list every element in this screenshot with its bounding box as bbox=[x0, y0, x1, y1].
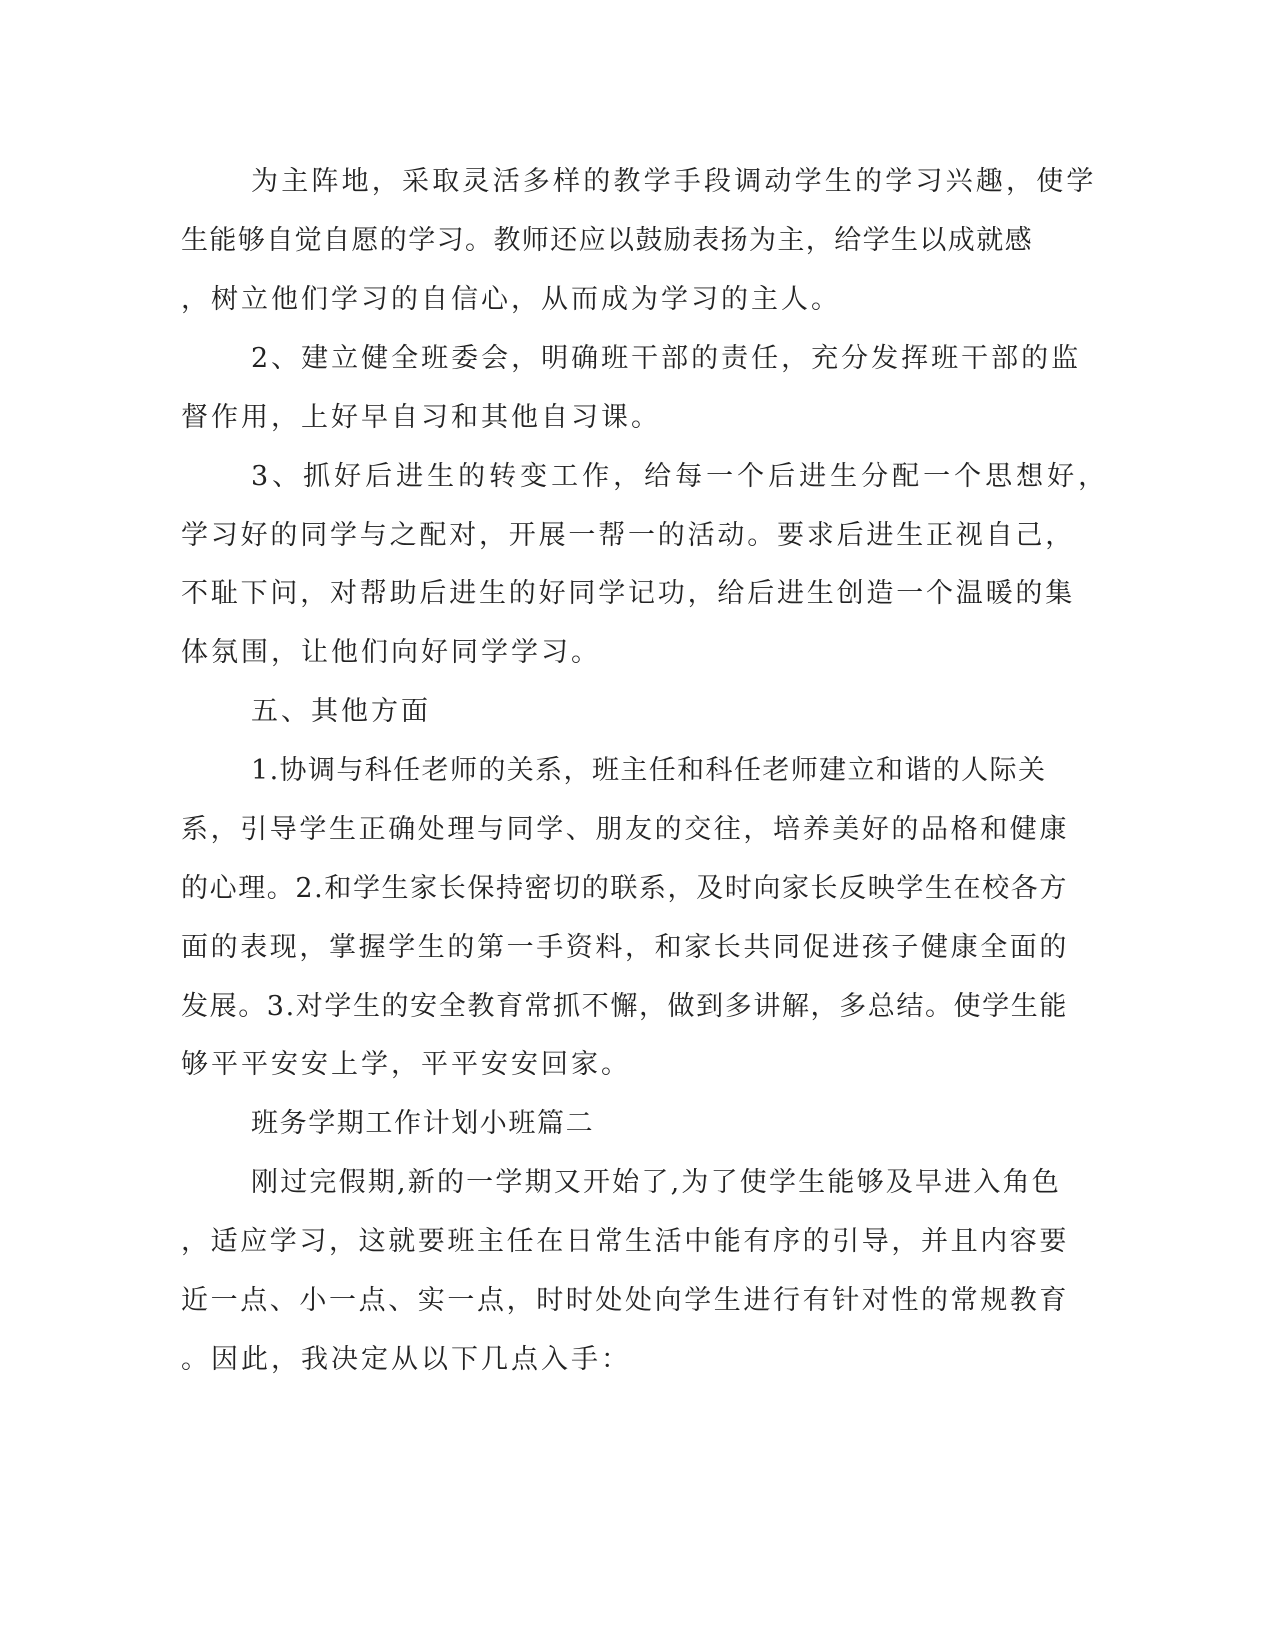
text-line: 2、建立健全班委会，明确班干部的责任，充分发挥班干部的监 bbox=[251, 343, 1082, 374]
text-line: 的心理。2.和学生家长保持密切的联系，及时向家长反映学生在校各方 bbox=[181, 873, 1068, 904]
text-line: 发展。3.对学生的安全教育常抓不懈，做到多讲解，多总结。使学生能 bbox=[181, 991, 1068, 1022]
text-line: 系，引导学生正确处理与同学、朋友的交往，培养美好的品格和健康 bbox=[181, 814, 1069, 845]
text-line: ，树立他们学习的自信心，从而成为学习的主人。 bbox=[181, 284, 841, 315]
text-line: 3、抓好后进生的转变工作，给每一个后进生分配一个思想好， bbox=[251, 461, 1110, 492]
section-heading: 五、其他方面 bbox=[251, 696, 431, 727]
text-line: 督作用，上好早自习和其他自习课。 bbox=[181, 402, 661, 433]
text-line: 学习好的同学与之配对，开展一帮一的活动。要求后进生正视自己， bbox=[181, 520, 1075, 551]
text-line: 为主阵地，采取灵活多样的教学手段调动学生的学习兴趣，使学 bbox=[251, 166, 1097, 197]
text-line: 1.协调与科任老师的关系，班主任和科任老师建立和谐的人际关 bbox=[251, 755, 1047, 786]
text-line: 。因此，我决定从以下几点入手： bbox=[181, 1344, 631, 1375]
text-line: ，适应学习，这就要班主任在日常生活中能有序的引导，并且内容要 bbox=[181, 1226, 1069, 1257]
text-line: 不耻下问，对帮助后进生的好同学记功，给后进生创造一个温暖的集 bbox=[181, 578, 1075, 609]
section-heading: 班务学期工作计划小班篇二 bbox=[251, 1108, 595, 1139]
text-line: 够平平安安上学，平平安安回家。 bbox=[181, 1049, 631, 1080]
text-line: 刚过完假期,新的一学期又开始了,为了使学生能够及早进入角色 bbox=[251, 1167, 1061, 1198]
text-line: 生能够自觉自愿的学习。教师还应以鼓励表扬为主，给学生以成就感 bbox=[181, 225, 1033, 256]
text-line: 面的表现，掌握学生的第一手资料，和家长共同促进孩子健康全面的 bbox=[181, 932, 1069, 963]
text-line: 体氛围，让他们向好同学学习。 bbox=[181, 637, 601, 668]
text-line: 近一点、小一点、实一点，时时处处向学生进行有针对性的常规教育 bbox=[181, 1285, 1069, 1316]
